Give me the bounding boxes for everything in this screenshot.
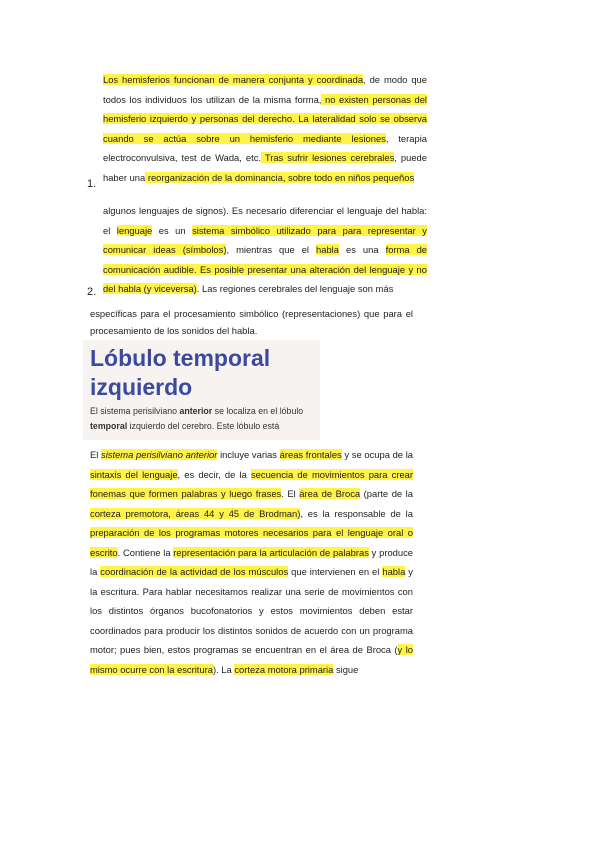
text-run: es un <box>152 224 193 236</box>
text-run: . Contiene la <box>117 546 174 558</box>
text-run-bold: anterior <box>179 406 213 416</box>
text-run: y se ocupa de la <box>341 449 413 460</box>
list-number-2: 2. <box>87 286 97 298</box>
highlight: áreas frontales <box>279 449 342 460</box>
text-run: se localiza en el lóbulo <box>212 406 304 416</box>
text-run: , puede haber una <box>103 152 427 183</box>
highlight: no existen personas del hemisferio izquierdo y personas del derecho. La lateralidad solo se observa cuando se actúa sobre un hemisferio mediante lesiones <box>103 93 427 144</box>
text-run: y produce la <box>90 546 413 578</box>
highlight: sistema simbólico utilizado para para representar y comunicar ideas (símbolos) <box>103 224 427 256</box>
text-run: , es la responsable de la <box>300 507 413 519</box>
highlight: lenguaje <box>116 224 153 236</box>
text-run: que intervienen en el <box>288 566 383 578</box>
highlight: Los hemisferios funcionan de manera conjunta y coordinada <box>103 74 364 85</box>
text-run: , terapia electroconvulsiva, test de Wada, etc. <box>103 132 427 164</box>
highlight: coordinación de la actividad de los músculos <box>100 566 289 578</box>
section-intro <box>90 404 316 434</box>
highlight: forma de comunicación audible. Es posible presentar una alteración del lenguaje y no del habla (y viceversa) <box>103 244 428 295</box>
highlight: preparación de los programas motores necesarios para el lenguaje oral o escrito <box>90 527 413 558</box>
highlight: área de Broca <box>299 488 361 500</box>
text-run: incluye varias <box>217 449 280 460</box>
highlight: sintaxis del lenguaje <box>90 468 178 480</box>
highlight: habla <box>316 244 339 256</box>
text-run: es una <box>338 244 386 256</box>
text-run: , de modo que todos los individuos los utilizan de la misma forma, <box>103 74 427 105</box>
highlight-italic: sistema perisilviano anterior <box>101 449 218 460</box>
paragraph-broca <box>90 445 413 680</box>
text-run: , mientras que el <box>226 244 317 256</box>
text-run-bold: temporal <box>90 421 128 431</box>
text-run: . El <box>281 488 300 500</box>
paragraph-language-speech <box>103 201 427 299</box>
highlight: y lo mismo ocurre con la escritura <box>90 644 413 676</box>
highlight: secuencia de movimientos para crear fonemas que formen palabras y luego frases <box>90 468 413 500</box>
text-run: El <box>90 449 102 460</box>
text-run: algunos lenguajes de signos). Es necesario diferenciar el lenguaje del habla: el <box>103 205 427 236</box>
list-number-1: 1. <box>87 178 97 190</box>
highlight: reorganización de la dominancia, sobre todo en niños pequeños <box>145 171 415 183</box>
highlight: Tras sufrir lesiones cerebrales <box>260 152 395 164</box>
highlight: habla <box>382 566 406 578</box>
highlight: corteza premotora, áreas 44 y 45 de Brodman) <box>90 507 301 519</box>
paragraph-continuation: específicas para el procesamiento simbólico (representaciones) que para el procesamiento de los sonidos del habla. <box>90 308 413 336</box>
section-heading: Lóbulo temporal izquierdo <box>90 345 271 400</box>
text-run: ). La <box>212 664 235 676</box>
text-run: izquierdo del cerebro. Este lóbulo está <box>127 421 280 431</box>
highlight: representación para la articulación de palabras <box>173 546 369 558</box>
text-run: sigue <box>333 664 359 676</box>
text-run: (parte de la <box>360 488 413 500</box>
text-run: y la escritura. Para hablar necesitamos realizar una serie de movimientos con los distintos órganos bucofonatorios y estos movimientos deben estar coordinados para producir los distintos sonidos de acuerdo con un programa motor; pues bien, estos programas se encuentran en el área de Broca ( <box>90 566 413 656</box>
text-run: . Las regiones cerebrales del lenguaje son más <box>196 283 394 295</box>
highlight: corteza motora primaria <box>234 664 334 676</box>
text-run: , es decir, de la <box>177 468 251 480</box>
text-run: El sistema perisilviano <box>90 406 180 416</box>
section-heading-box <box>83 340 320 440</box>
paragraph-hemispheres <box>103 70 427 188</box>
